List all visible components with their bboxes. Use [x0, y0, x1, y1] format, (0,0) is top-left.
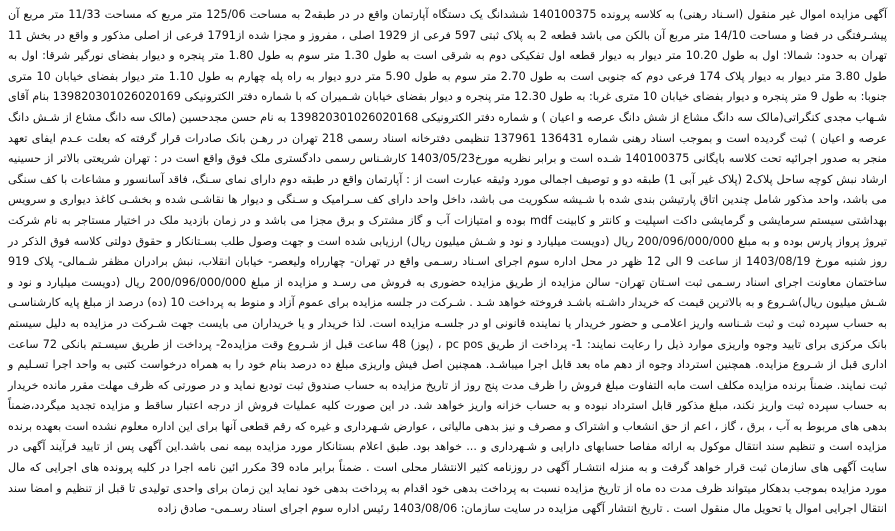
auction-notice-text: آگهی مزایده اموال غیر منقول (اسـناد رهنی) به کلاسه پرونده 140100375 ششدانگ یک دستگاه آپارتمان واقع در در طبقه2 به مساحت 125/06 متر مربع که مساحت 11/33 متر مربع آن پیشـرفتگی در فضا و مساحت 14/10 متر مربع آن بالکن می باشد قطعه 2 به پلاک ثبتی 597 فرعی از 1929 اصلی ، مفروز و مجزا شده از1791 فرعی از اصلی مذکور و واقع در بخش 11 تهران به حدود: شمالا: اول به طول 10.20 متر دیوار به دیوار قطعه اول تفکیکی دوم به شرقی است به طول 1.30 متر سوم به طول 1.80 متر پنجره و دیوار بفضای نورگیر شرقا: اول به طول 3.80 متر دیوار به دیوار پلاک 174 فرعی دوم که جنوبی است به طول 2.70 متر سوم به طول 5.90 متر درو دیوار به راه پله چهارم به طول 1.10 متر دیوار بفضای خیابان 10 متری جنوبا: به طول 9 متر پنجره و دیوار بفضای خیابان 10 متری غربا: به طول 12.30 متر پنجره و دیوار بفضای خیابان شـمیران که با شماره دفتر الکترونیکی 139820301026020169 بنام آقای شـهاب مجدی کنگراتی(مالک سه دانگ مشاع از شش دانگ عرصه و اعیان ) و شماره دفتر الکترونیکی 139820301026020168 به نام حسن مجدحسین (مالک سه دانگ مشاع از شـش دانگ عرصه و اعیان ) ثبت گردیده است و بموجب اسناد رهنی شماره 136431 137961 تنظیمی دفترخانه اسناد رسمی 218 تهران در رهـن بانک صادرات قرار گرفته که بعلت عـدم ایفای تعهد منجر به صدور اجرائیه تحت کلاسه بایگانی 140100375 شـده است و برابر نظریه مورخ1403/05/23 کارشـناس رسمی دادگستری ملک فوق واقع است در : تهران شریعتی بالاتر از حسینیه ارشاد نبش کوچه ساحل پلاک2 (پلاک غیر آبی 1) طبقه دو و توصیف اجمالی مورد وثیقه عبارت است از : آپارتمان واقع در طبقه دوم دارای نمای سـنگ، فاقد آسانسور و مشاعات با کف سنگی می باشد، واحد مذکور شامل چندین اتاق پارتیشن بندی شده با شـیشه سکوریت می باشد، داخل واحد دارای کف سـرامیک و سـنگی و دیوار ها نقاشـی شده و بخشـی کاغذ دیواری و سرویس بهداشتی سیستم سرمایشی و گرمایشی داکت اسپلیت و کانتر و کابینت mdf بوده و امتیازات آب و گاز مشترک و برق مجزا می باشد و در زمان بازدید ملک در اختیار مستاجر به نام شرکت تیروژ پرواز پارس بوده و به مبلغ 200/096/000/000 ریال (دویست میلیارد و نود و شـش میلیون ریال) ارزیابی شده است و جهت وصول طلب بسـتانکار و حقوق دولتی کلاسه فوق الذکر در روز شنبه مورخ 1403/08/19 از ساعت 9 الی 12 ظهر در محل اداره سوم اجرای اسـناد رسـمی واقع در تهران- چهارراه ولیعصر- خیابان انقلاب، نبش برادران مظفر شـمالی- پلاک 919 ساختمان معاونت اجرای اسناد رسـمی ثبت اسـتان تهران- سالن مزایده از طریق مزایده حضوری به فروش می رسـد و مزایده از مبلغ 200/096/000/000 ریال (دویست میلیارد و نود و شـش میلیون ریال)شـروع و به بالاترین قیمت که خریدار داشـته باشـد فروخته خواهد شـد . شـرکت در جلسه مزایده برای عموم آزاد و منوط به پرداخت 10 (ده) درصد از مبلغ پایه کارشناسـی به حساب سپرده ثبت و ثبت شـناسه واریز اعلامـی و حضور خریدار یا نماینده قانونی او در جلسـه مزایده است. لذا خریدار و یا خریداران می بایست جهت شـرکت در مزایده به دلیل سیستم بانک مرکزی برای تایید وجوه واریزی موارد ذیل را رعایت نمایند: 1- پرداخت از طریق pc pos ، (پوز) 48 ساعت قبل از شـروع وقت مزایده2- پرداخت از طریق سیسـتم بانکی 72 ساعت اداری قبل از شـروع مزایده. همچنین استرداد وجوه از دهم ماه بعد قابل اجرا میباشـد. همچنین اصل فیش واریزی مبلغ ده درصد بنام خود را به همراه درخواست کتبی به واحد اجرا تسـلیم و ثبت نمایند. ضمناً برنده مزایده مکلف است مابه التفاوت مبلغ فروش را ظرف مدت پنج روز از تاریخ مزایده به حساب صندوق ثبت تودیع نماید و در صورتی که ظرف مهلت مقرر مانده خریدار به حساب سپرده ثبت واریز نکند، مبلغ مذکور قابل استرداد نبوده و به حساب خزانه واریز خواهد شد. در این صورت کلیه عملیات فروش از درجه اعتبار ساقط و مزایده تجدید میگردد،ضمناً بدهی های مربوط به آب ، برق ، گاز ، اعم از حق انشعاب و اشتراک و مصرف و نیز بدهی مالیاتی ، عوارض شـهرداری و غیره که رقم قطعی آنها برای این اداره معلوم نشده است بعهده برنده مزایده است و تنظیم سند انتقال موکول به ارائه مفاصا حسابهای دارایی و شـهرداری و ... خواهد بود. طبق اعلام بستانکار مورد مزایده بیمه نمی باشد.این آگهی پس از تایید فرآیند آگهی در سایت آگهی های سازمان ثبت قرار خواهد گرفت و به منزله انتشـار آگهی در روزنامه کثیر الانتشار محلی است . ضمناً برابر ماده 39 مکرر ائین نامه اجرا در کلیه پرونده های اجرایی که مال مورد مزایده بموجب بدهکار میتواند ظرف مدت ده ماه از تاریخ مزایده نسبت به پرداخت بدهی خود اقدام به پرداخت بدهی خود نماید این زمان برای واحدی تولیدی تا قبل از تنظیم و امضا سند انتقال اجرایی اموال یا تحویل مال منقول است . تاریخ انتشار آگهی مزایده در سایت سازمان: 1403/08/06 رئیس اداره سوم اجرای اسناد رسـمی- صادق زاده: [8, 8, 888, 516]
